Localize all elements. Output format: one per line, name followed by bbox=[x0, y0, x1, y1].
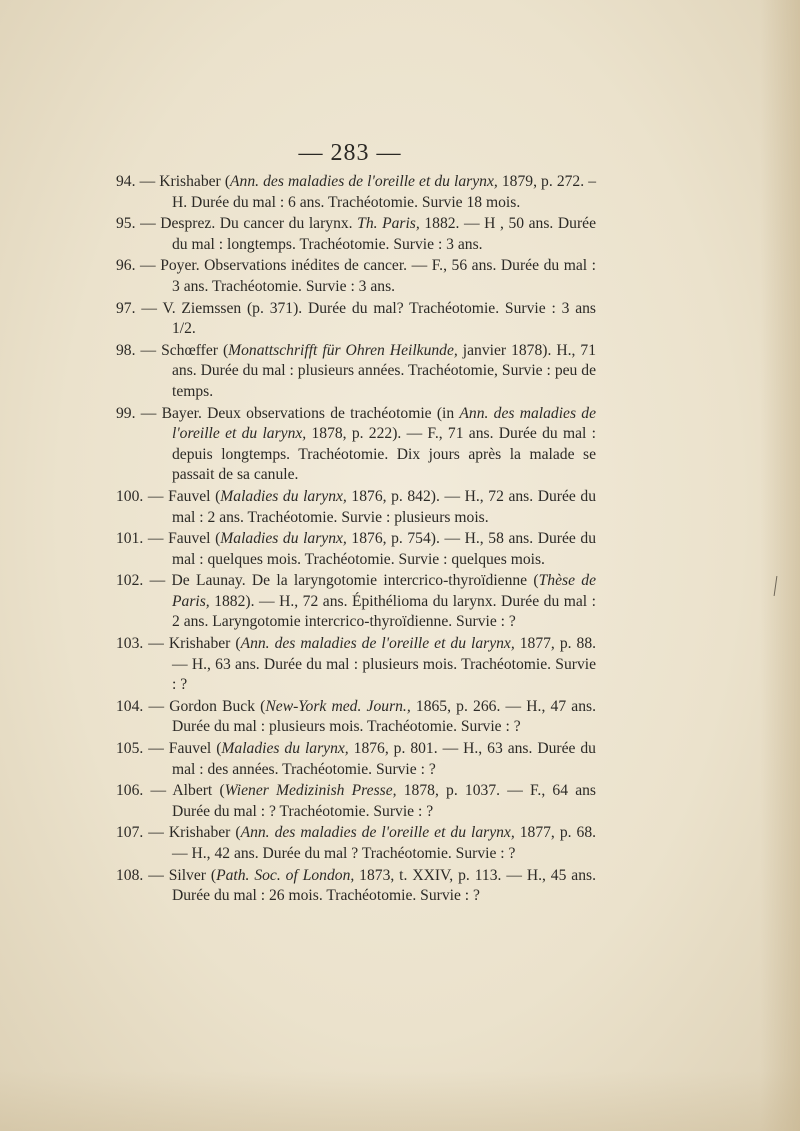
entry-details: janvier 1878). H., 71 ans. Durée du mal : plusieurs années. Trachéotomie, Survie : peu de temps. bbox=[172, 341, 596, 400]
entry-source-title: Maladies du larynx, bbox=[221, 740, 349, 758]
entry-details: 1876, p. 801. — H., 63 ans. Durée du mal : des années. Trachéotomie. Survie : ? bbox=[172, 740, 596, 778]
bibliography-list bbox=[116, 172, 596, 908]
bibliography-entry bbox=[116, 739, 596, 780]
entry-text: — Poyer. Observations inédites de cancer. — F., 56 ans. Durée du mal : 3 ans. Trachéotomie. Survie : 3 ans. bbox=[135, 257, 596, 295]
entry-source-title: Maladies du larynx, bbox=[220, 487, 347, 505]
entry-number: 99. bbox=[116, 404, 136, 422]
entry-details: 1882). — H., 72 ans. Épithélioma du larynx. Durée du mal : 2 ans. Laryngotomie intercrico-thyroïdienne. Survie : ? bbox=[172, 592, 596, 631]
entry-details: 1877, p. 68. — H., 42 ans. Durée du mal ? Trachéotomie. Survie : ? bbox=[172, 824, 597, 862]
entry-details: 1879, p. 272. – H. Durée du mal : 6 ans. Trachéotomie. Survie 18 mois. bbox=[172, 173, 596, 211]
bibliography-entry bbox=[116, 634, 596, 696]
entry-text: — Fauvel ( bbox=[143, 530, 221, 548]
entry-details: 1876, p. 754). — H., 58 ans. Durée du mal : quelques mois. Trachéotomie. Survie : quelques mois. bbox=[172, 530, 596, 568]
entry-details: 1877, p. 88. — H., 63 ans. Durée du mal : plusieurs mois. Trachéotomie. Survie : ? bbox=[172, 635, 597, 694]
bibliography-entry bbox=[116, 866, 596, 907]
entry-source-title: Wiener Medizinish Presse, bbox=[224, 782, 397, 800]
bibliography-entry bbox=[116, 341, 596, 403]
bibliography-entry bbox=[116, 781, 596, 822]
entry-number: 106. bbox=[116, 782, 144, 800]
entry-details: 1873, t. XXIV, p. 113. — H., 45 ans. Durée du mal : 26 mois. Trachéotomie. Survie : ? bbox=[172, 866, 596, 905]
entry-source-title: Path. Soc. of London, bbox=[216, 866, 355, 884]
entry-source-title: Ann. des maladies de l'oreille et du larynx, bbox=[240, 635, 515, 653]
bibliography-entry bbox=[116, 256, 596, 297]
entry-text: — Gordon Buck ( bbox=[143, 697, 266, 715]
entry-text: — Fauvel ( bbox=[143, 740, 222, 758]
entry-details: 1876, p. 842). — H., 72 ans. Durée du mal : 2 ans. Trachéotomie. Survie : plusieurs mois. bbox=[172, 487, 596, 526]
bibliography-entry bbox=[116, 404, 596, 486]
entry-number: 96. bbox=[116, 257, 136, 275]
bibliography-entry bbox=[116, 697, 596, 738]
entry-source-title: Thèse de Paris, bbox=[172, 572, 597, 610]
entry-number: 95. bbox=[116, 215, 136, 233]
entry-number: 108. bbox=[116, 866, 144, 884]
bibliography-entry bbox=[116, 214, 596, 255]
entry-source-title: New-York med. Journ., bbox=[265, 697, 411, 715]
bibliography-entry bbox=[116, 172, 596, 213]
entry-source-title: Ann. des maladies de l'oreille et du larynx, bbox=[240, 824, 515, 842]
entry-number: 98. bbox=[116, 341, 136, 359]
entry-text: — Bayer. Deux observations de trachéotomie (in bbox=[135, 404, 460, 422]
entry-number: 105. bbox=[116, 740, 144, 758]
entry-number: 101. bbox=[116, 530, 144, 548]
entry-number: 103. bbox=[116, 635, 144, 653]
page-edge-shadow bbox=[760, 0, 800, 1131]
entry-text: — Silver ( bbox=[143, 866, 217, 884]
entry-source-title: Maladies du larynx, bbox=[220, 530, 347, 548]
entry-text: — Schœffer ( bbox=[135, 341, 229, 359]
page-bottom-shadow bbox=[0, 1071, 800, 1131]
entry-number: 104. bbox=[116, 697, 144, 715]
entry-number: 107. bbox=[116, 824, 144, 842]
entry-details: 1878, p. 1037. — F., 64 ans Durée du mal : ? Trachéotomie. Survie : ? bbox=[172, 782, 597, 820]
entry-text: — De Launay. De la laryngotomie intercrico-thyroïdienne ( bbox=[143, 572, 539, 590]
entry-number: 97. bbox=[116, 299, 136, 317]
entry-text: — Albert ( bbox=[143, 782, 225, 800]
entry-text: — V. Ziemssen (p. 371). Durée du mal? Trachéotomie. Survie : 3 ans 1/2. bbox=[135, 299, 596, 338]
entry-text: — Krishaber ( bbox=[135, 173, 231, 190]
bibliography-entry bbox=[116, 299, 596, 340]
entry-number: 94. bbox=[116, 173, 136, 190]
entry-text: — Fauvel ( bbox=[143, 487, 221, 505]
entry-text: — Krishaber ( bbox=[143, 824, 241, 842]
entry-number: 100. bbox=[116, 487, 144, 505]
entry-source-title: Th. Paris, bbox=[357, 215, 420, 233]
entry-number: 102. bbox=[116, 572, 144, 590]
entry-details: 1882. — H , 50 ans. Durée du mal : longtemps. Trachéotomie. Survie : 3 ans. bbox=[172, 215, 596, 253]
entry-source-title: Ann. des maladies de l'oreille et du larynx, bbox=[230, 173, 498, 190]
bibliography-entry bbox=[116, 823, 596, 864]
entry-details: 1865, p. 266. — H., 47 ans. Durée du mal : plusieurs mois. Trachéotomie. Survie : ? bbox=[172, 697, 596, 736]
bibliography-entry bbox=[116, 487, 596, 528]
entry-text: — Krishaber ( bbox=[143, 635, 241, 653]
bibliography-entry bbox=[116, 529, 596, 570]
entry-source-title: Monattschrifft für Ohren Heilkunde, bbox=[228, 341, 458, 359]
bibliography-entry bbox=[116, 571, 596, 633]
page-number: — 283 — bbox=[298, 140, 402, 166]
entry-details: 1878, p. 222). — F., 71 ans. Durée du mal : depuis longtemps. Trachéotomie. Dix jours après la malade se passait de sa canule. bbox=[172, 425, 596, 484]
entry-text: — Desprez. Du cancer du larynx. bbox=[135, 215, 358, 233]
entry-source-title: Ann. des maladies de l'oreille et du larynx, bbox=[172, 404, 596, 443]
